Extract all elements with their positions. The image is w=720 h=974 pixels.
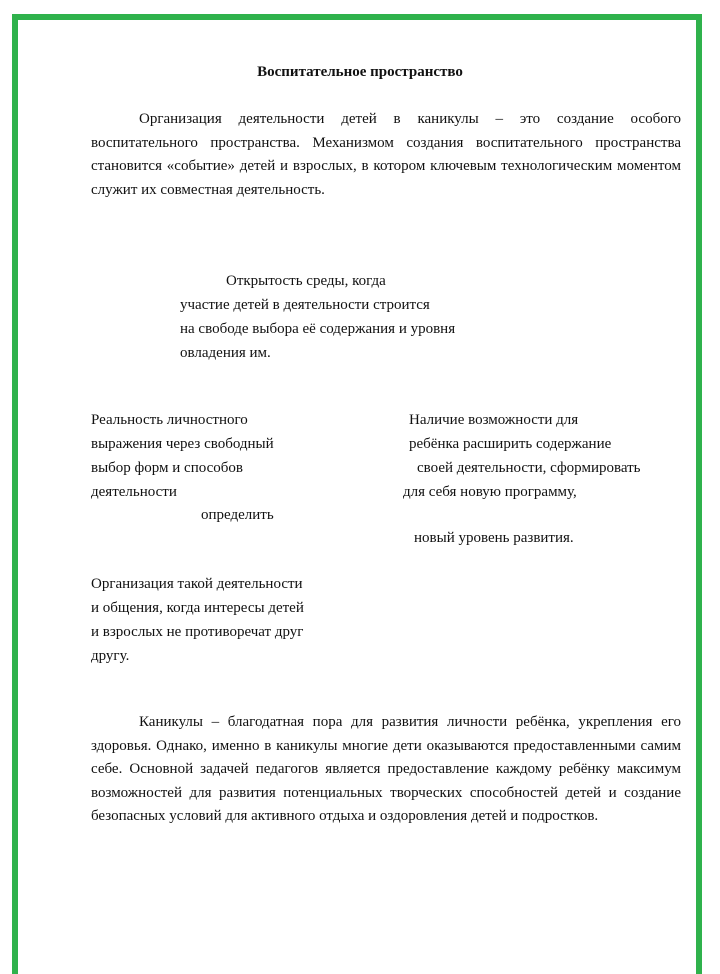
right-block-line-1: Наличие возможности для — [409, 412, 579, 428]
right-block-line-2: ребёнка расширить содержание — [409, 436, 612, 452]
left-block-line-1: Реальность личностного — [91, 412, 248, 428]
right-block-line-4: для себя новую программу, — [403, 484, 577, 500]
intro-paragraph: Организация деятельности детей в каникулы – это создание особого воспитательного пространства. Механизмом создания воспитательного пространства становится «событие» детей и взрослых, в котором ключевым технологическим моментом служит их совместная деятельность. — [91, 111, 681, 198]
bottom-left-block-line-4: другу. — [91, 648, 130, 664]
left-block-line-3: выбор форм и способов — [91, 460, 243, 476]
connector-word: определить — [201, 507, 274, 523]
left-block-line-4: деятельности — [91, 484, 177, 500]
center-block-line-1: Открытость среды, когда — [226, 273, 386, 289]
left-block-line-2: выражения через свободный — [91, 436, 274, 452]
center-block-line-4: овладения им. — [180, 345, 271, 361]
bottom-left-block-line-3: и взрослых не противоречат друг — [91, 624, 304, 640]
right-block-line-3: своей деятельности, сформировать — [417, 460, 641, 476]
center-block-line-2: участие детей в деятельности строится — [180, 297, 430, 313]
bottom-left-block-line-2: и общения, когда интересы детей — [91, 600, 304, 616]
center-block-line-3: на свободе выбора её содержания и уровня — [180, 321, 456, 337]
document-title: Воспитательное пространство — [257, 64, 463, 80]
right-block-line-5: новый уровень развития. — [414, 530, 574, 546]
closing-paragraph: Каникулы – благодатная пора для развития личности ребёнка, укрепления его здоровья. Однако, именно в каникулы многие дети оказываются предоставленными самим себе. Основной задачей педагогов является предоставление каждому ребёнку максимум возможностей для развития потенциальных творческих способностей детей и создание безопасных условий для активного отдыха и оздоровления детей и подростков. — [91, 714, 681, 825]
bottom-left-block-line-1: Организация такой деятельности — [91, 576, 303, 592]
